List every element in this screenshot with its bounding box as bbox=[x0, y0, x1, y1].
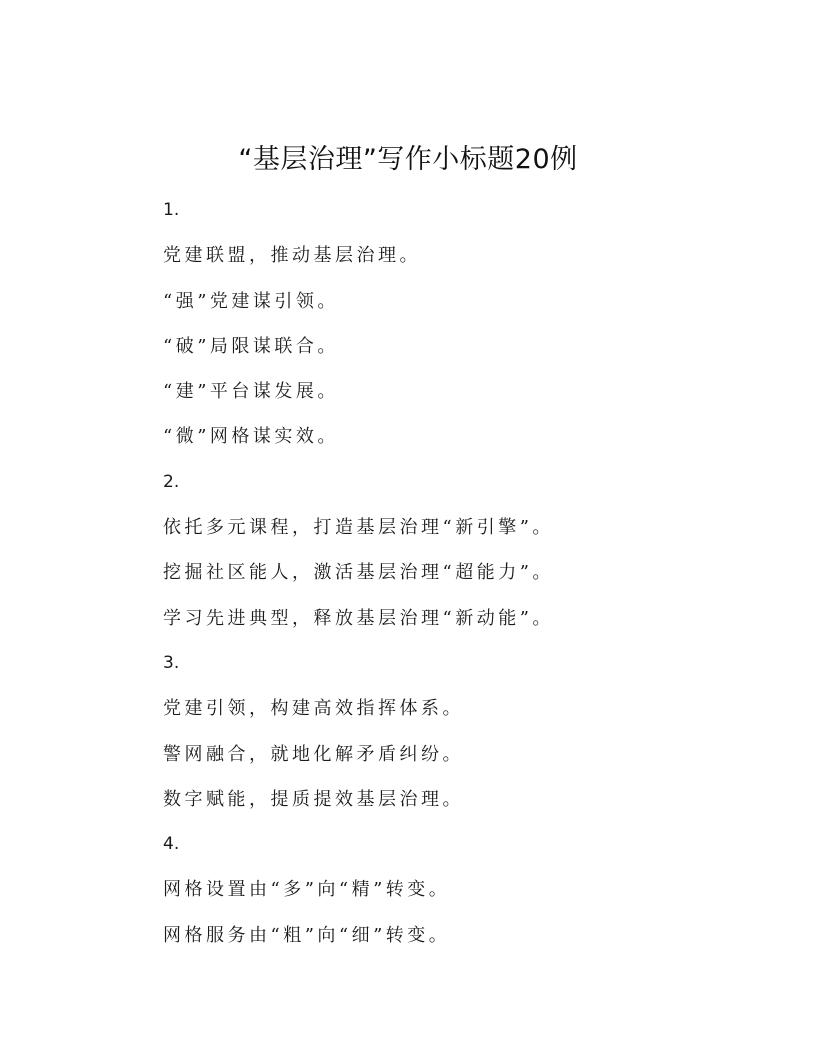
heading-line: 党建引领，构建高效指挥体系。 bbox=[163, 698, 464, 720]
heading-line: 挖掘社区能人，激活基层治理“超能力”。 bbox=[163, 562, 554, 584]
heading-line: “强”党建谋引领。 bbox=[163, 290, 339, 312]
heading-line: 数字赋能，提质提效基层治理。 bbox=[163, 788, 464, 810]
heading-line: 网格服务由“粗”向“细”转变。 bbox=[163, 924, 451, 946]
section-number: 1. bbox=[163, 200, 180, 220]
section-number: 3. bbox=[163, 652, 180, 673]
heading-line: 依托多元课程，打造基层治理“新引擎”。 bbox=[163, 517, 554, 539]
document-body bbox=[163, 188, 763, 958]
section-number: 2. bbox=[163, 471, 180, 492]
heading-line: 警网融合，就地化解矛盾纠纷。 bbox=[163, 743, 464, 765]
document-title: “基层治理”写作小标题20例 bbox=[238, 144, 578, 175]
heading-line: “建”平台谋发展。 bbox=[163, 381, 339, 403]
heading-line: 网格设置由“多”向“精”转变。 bbox=[163, 879, 451, 901]
heading-line: “微”网格谋实效。 bbox=[163, 426, 339, 448]
section-number: 4. bbox=[163, 834, 180, 855]
heading-line: 党建联盟，推动基层治理。 bbox=[163, 245, 421, 267]
heading-line: “破”局限谋联合。 bbox=[163, 335, 339, 357]
heading-line: 学习先进典型，释放基层治理“新动能”。 bbox=[163, 607, 554, 629]
